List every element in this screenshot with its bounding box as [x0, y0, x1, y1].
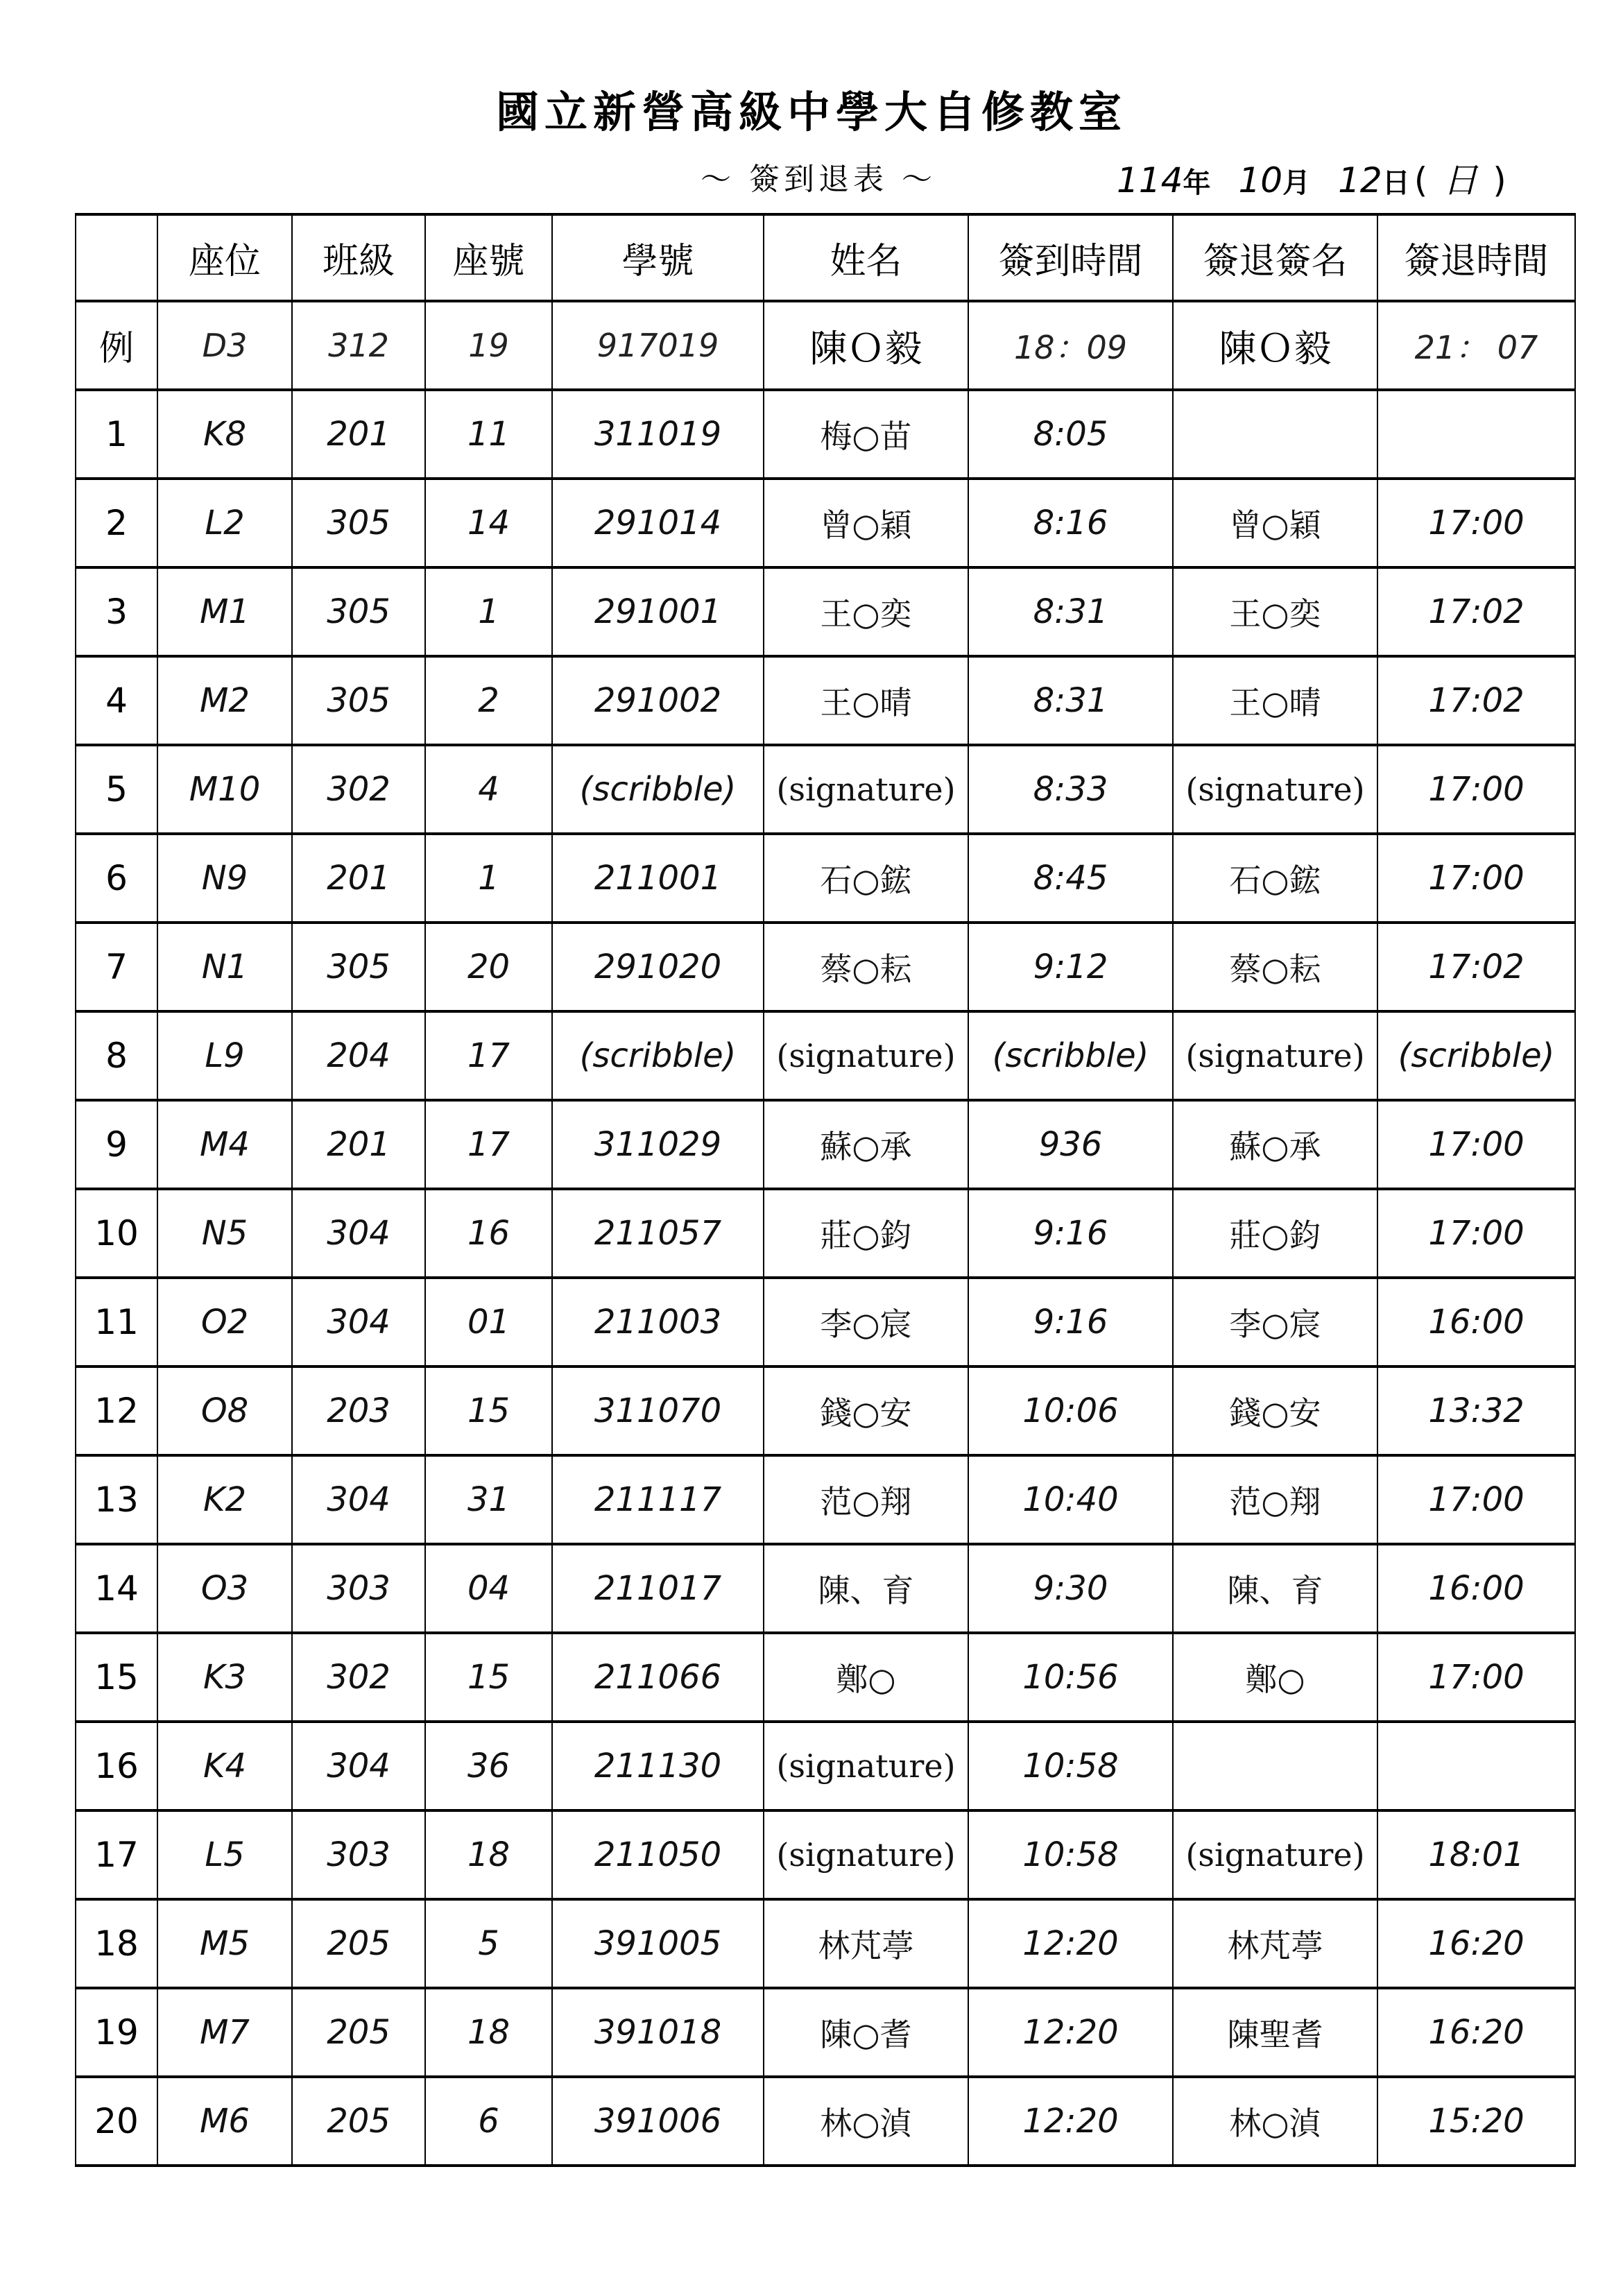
checkout-signature-cell: 錢○安 — [1173, 1367, 1377, 1455]
col-header-name: 姓名 — [764, 214, 968, 301]
checkin-time-cell: 10:40 — [968, 1455, 1173, 1544]
table-row — [76, 2077, 1575, 2166]
row-index: 16 — [76, 1722, 157, 1810]
class-cell: 304 — [292, 1278, 425, 1367]
row-index: 18 — [76, 1899, 157, 1988]
date-line — [1117, 153, 1506, 203]
student-id-cell: 311070 — [552, 1367, 764, 1455]
checkout-signature-cell: 蘇○承 — [1173, 1100, 1377, 1189]
checkout-time-cell: 17:00 — [1377, 834, 1575, 923]
checkout-time-cell: 16:00 — [1377, 1278, 1575, 1367]
class-cell: 304 — [292, 1722, 425, 1810]
checkout-time-cell: 17:00 — [1377, 479, 1575, 567]
date-month: 10 — [1238, 160, 1283, 200]
name-cell: 曾○穎 — [764, 479, 968, 567]
row-index: 1 — [76, 390, 157, 479]
student-id-cell: 211130 — [552, 1722, 764, 1810]
table-row — [76, 1899, 1575, 1988]
checkout-signature-cell — [1173, 1722, 1377, 1810]
table-row — [76, 390, 1575, 479]
checkout-signature-cell: 王○奕 — [1173, 567, 1377, 656]
checkout-time-cell: 16:20 — [1377, 1988, 1575, 2077]
table-row — [76, 1988, 1575, 2077]
seat-number-cell: 17 — [425, 1011, 552, 1100]
table-row — [76, 1455, 1575, 1544]
weekday-close-paren: ) — [1493, 160, 1506, 200]
student-id-cell: 311029 — [552, 1100, 764, 1189]
class-cell: 205 — [292, 1899, 425, 1988]
class-cell: 204 — [292, 1011, 425, 1100]
checkin-time-cell: 8:31 — [968, 656, 1173, 745]
example-seat: D3 — [157, 301, 292, 390]
name-cell: 陳○耆 — [764, 1988, 968, 2077]
seat-number-cell: 18 — [425, 1810, 552, 1899]
table-row — [76, 1100, 1575, 1189]
date-year: 114 — [1117, 160, 1183, 200]
checkin-time-cell: 10:06 — [968, 1367, 1173, 1455]
seat-cell: K8 — [157, 390, 292, 479]
student-id-cell: 211001 — [552, 834, 764, 923]
class-cell: 305 — [292, 923, 425, 1011]
seat-cell: M10 — [157, 745, 292, 834]
checkin-time-cell: 9:30 — [968, 1544, 1173, 1633]
row-index: 14 — [76, 1544, 157, 1633]
checkout-time-cell: (scribble) — [1377, 1011, 1575, 1100]
row-index: 10 — [76, 1189, 157, 1278]
example-number: 19 — [425, 301, 552, 390]
seat-cell: N9 — [157, 834, 292, 923]
checkin-time-cell: 12:20 — [968, 2077, 1173, 2166]
checkin-time-cell: 936 — [968, 1100, 1173, 1189]
student-id-cell: 311019 — [552, 390, 764, 479]
checkout-signature-cell: (signature) — [1173, 1011, 1377, 1100]
class-cell: 303 — [292, 1810, 425, 1899]
checkin-time-cell: (scribble) — [968, 1011, 1173, 1100]
seat-cell: M5 — [157, 1899, 292, 1988]
checkin-time-cell: 9:16 — [968, 1278, 1173, 1367]
seat-cell: M6 — [157, 2077, 292, 2166]
date-day-unit: 日 — [1382, 166, 1410, 199]
checkin-time-cell: 9:12 — [968, 923, 1173, 1011]
col-header-checkin-time: 簽到時間 — [968, 214, 1173, 301]
document-subtitle: ～ 簽到退表 ～ — [701, 162, 936, 197]
checkin-time-cell: 10:58 — [968, 1810, 1173, 1899]
seat-number-cell: 18 — [425, 1988, 552, 2077]
seat-number-cell: 14 — [425, 479, 552, 567]
name-cell: 王○奕 — [764, 567, 968, 656]
checkout-time-cell — [1377, 1722, 1575, 1810]
checkout-time-cell — [1377, 390, 1575, 479]
example-student-id: 917019 — [552, 301, 764, 390]
row-index: 6 — [76, 834, 157, 923]
seat-number-cell: 1 — [425, 567, 552, 656]
name-cell: (signature) — [764, 745, 968, 834]
table-row — [76, 479, 1575, 567]
checkout-time-cell: 17:02 — [1377, 656, 1575, 745]
seat-number-cell: 20 — [425, 923, 552, 1011]
name-cell: 錢○安 — [764, 1367, 968, 1455]
col-header-index — [76, 214, 157, 301]
example-checkout-signature: 陳Ｏ毅 — [1173, 301, 1377, 390]
row-index: 15 — [76, 1633, 157, 1722]
seat-cell: L2 — [157, 479, 292, 567]
table-row — [76, 1367, 1575, 1455]
student-id-cell: 291014 — [552, 479, 764, 567]
name-cell: 莊○鈞 — [764, 1189, 968, 1278]
checkout-time-cell: 17:02 — [1377, 567, 1575, 656]
checkout-time-cell: 17:00 — [1377, 745, 1575, 834]
seat-cell: M4 — [157, 1100, 292, 1189]
table-row — [76, 1722, 1575, 1810]
date-day: 12 — [1338, 160, 1382, 200]
example-name: 陳Ｏ毅 — [764, 301, 968, 390]
seat-number-cell: 01 — [425, 1278, 552, 1367]
name-cell: 蘇○承 — [764, 1100, 968, 1189]
student-id-cell: 291020 — [552, 923, 764, 1011]
col-header-student-id: 學號 — [552, 214, 764, 301]
seat-cell: N5 — [157, 1189, 292, 1278]
row-index: 13 — [76, 1455, 157, 1544]
checkout-time-cell: 13:32 — [1377, 1367, 1575, 1455]
checkout-signature-cell: 莊○鈞 — [1173, 1189, 1377, 1278]
seat-number-cell: 04 — [425, 1544, 552, 1633]
checkin-time-cell: 12:20 — [968, 1899, 1173, 1988]
table-body — [76, 390, 1575, 2166]
table-row — [76, 567, 1575, 656]
checkin-time-cell: 10:58 — [968, 1722, 1173, 1810]
checkout-time-cell: 17:00 — [1377, 1633, 1575, 1722]
seat-number-cell: 6 — [425, 2077, 552, 2166]
table-header-row — [76, 214, 1575, 301]
class-cell: 201 — [292, 390, 425, 479]
seat-cell: K4 — [157, 1722, 292, 1810]
col-header-number: 座號 — [425, 214, 552, 301]
row-index: 20 — [76, 2077, 157, 2166]
name-cell: 陳、育 — [764, 1544, 968, 1633]
class-cell: 203 — [292, 1367, 425, 1455]
name-cell: 林○湞 — [764, 2077, 968, 2166]
seat-number-cell: 15 — [425, 1367, 552, 1455]
checkout-signature-cell: 范○翔 — [1173, 1455, 1377, 1544]
student-id-cell: 391005 — [552, 1899, 764, 1988]
checkin-time-cell: 9:16 — [968, 1189, 1173, 1278]
seat-number-cell: 2 — [425, 656, 552, 745]
row-index: 12 — [76, 1367, 157, 1455]
checkout-time-cell: 16:00 — [1377, 1544, 1575, 1633]
checkin-time-cell: 8:33 — [968, 745, 1173, 834]
seat-cell: M2 — [157, 656, 292, 745]
row-index: 17 — [76, 1810, 157, 1899]
example-checkout-time: 21： 07 — [1377, 301, 1575, 390]
checkout-time-cell: 18:01 — [1377, 1810, 1575, 1899]
student-id-cell: 211050 — [552, 1810, 764, 1899]
seat-number-cell: 31 — [425, 1455, 552, 1544]
checkin-time-cell: 10:56 — [968, 1633, 1173, 1722]
table-row — [76, 656, 1575, 745]
checkout-signature-cell: 陳聖耆 — [1173, 1988, 1377, 2077]
seat-number-cell: 36 — [425, 1722, 552, 1810]
student-id-cell: 211017 — [552, 1544, 764, 1633]
checkout-signature-cell: 李○宸 — [1173, 1278, 1377, 1367]
weekday-open-paren: ( — [1414, 160, 1428, 200]
seat-number-cell: 15 — [425, 1633, 552, 1722]
seat-cell: K2 — [157, 1455, 292, 1544]
class-cell: 201 — [292, 834, 425, 923]
checkout-signature-cell: (signature) — [1173, 745, 1377, 834]
seat-cell: L9 — [157, 1011, 292, 1100]
col-header-checkout-time: 簽退時間 — [1377, 214, 1575, 301]
name-cell: 王○晴 — [764, 656, 968, 745]
row-index: 9 — [76, 1100, 157, 1189]
checkin-time-cell: 8:31 — [968, 567, 1173, 656]
checkout-time-cell: 17:00 — [1377, 1189, 1575, 1278]
seat-cell: O3 — [157, 1544, 292, 1633]
seat-cell: O8 — [157, 1367, 292, 1455]
name-cell: 鄭○ — [764, 1633, 968, 1722]
signin-table — [75, 213, 1576, 2167]
date-weekday: 日 — [1443, 160, 1478, 200]
class-cell: 201 — [292, 1100, 425, 1189]
name-cell: (signature) — [764, 1722, 968, 1810]
checkout-time-cell: 15:20 — [1377, 2077, 1575, 2166]
class-cell: 205 — [292, 2077, 425, 2166]
name-cell: 林芃葶 — [764, 1899, 968, 1988]
class-cell: 305 — [292, 567, 425, 656]
table-row — [76, 923, 1575, 1011]
row-index: 7 — [76, 923, 157, 1011]
col-header-checkout-signature: 簽退簽名 — [1173, 214, 1377, 301]
date-year-unit: 年 — [1183, 166, 1211, 199]
name-cell: 蔡○耘 — [764, 923, 968, 1011]
table-row — [76, 745, 1575, 834]
table-row — [76, 1544, 1575, 1633]
class-cell: 303 — [292, 1544, 425, 1633]
checkout-time-cell: 17:00 — [1377, 1100, 1575, 1189]
seat-number-cell: 16 — [425, 1189, 552, 1278]
checkout-signature-cell: 鄭○ — [1173, 1633, 1377, 1722]
checkout-signature-cell: 林○湞 — [1173, 2077, 1377, 2166]
seat-number-cell: 4 — [425, 745, 552, 834]
seat-number-cell: 17 — [425, 1100, 552, 1189]
example-class: 312 — [292, 301, 425, 390]
class-cell: 304 — [292, 1189, 425, 1278]
checkin-time-cell: 8:45 — [968, 834, 1173, 923]
checkin-time-cell: 8:16 — [968, 479, 1173, 567]
table-row — [76, 834, 1575, 923]
checkout-time-cell: 17:00 — [1377, 1455, 1575, 1544]
table-row — [76, 1633, 1575, 1722]
class-cell: 302 — [292, 745, 425, 834]
date-month-unit: 月 — [1282, 166, 1311, 199]
seat-cell: M7 — [157, 1988, 292, 2077]
seat-cell: O2 — [157, 1278, 292, 1367]
row-index: 2 — [76, 479, 157, 567]
document-title: 國立新營高級中學大自修教室 — [495, 87, 1127, 137]
student-id-cell: 211057 — [552, 1189, 764, 1278]
row-index: 5 — [76, 745, 157, 834]
student-id-cell: 291001 — [552, 567, 764, 656]
checkout-signature-cell: 曾○穎 — [1173, 479, 1377, 567]
name-cell: 梅○苗 — [764, 390, 968, 479]
checkout-signature-cell: (signature) — [1173, 1810, 1377, 1899]
checkout-signature-cell: 蔡○耘 — [1173, 923, 1377, 1011]
student-id-cell: 291002 — [552, 656, 764, 745]
class-cell: 305 — [292, 656, 425, 745]
class-cell: 302 — [292, 1633, 425, 1722]
student-id-cell: (scribble) — [552, 1011, 764, 1100]
student-id-cell: 211003 — [552, 1278, 764, 1367]
checkout-time-cell: 17:02 — [1377, 923, 1575, 1011]
table-row — [76, 1011, 1575, 1100]
table-row — [76, 1278, 1575, 1367]
seat-number-cell: 11 — [425, 390, 552, 479]
checkout-signature-cell: 林芃葶 — [1173, 1899, 1377, 1988]
student-id-cell: (scribble) — [552, 745, 764, 834]
checkout-signature-cell: 王○晴 — [1173, 656, 1377, 745]
checkout-signature-cell: 陳、育 — [1173, 1544, 1377, 1633]
seat-cell: M1 — [157, 567, 292, 656]
name-cell: 范○翔 — [764, 1455, 968, 1544]
class-cell: 304 — [292, 1455, 425, 1544]
checkout-time-cell: 16:20 — [1377, 1899, 1575, 1988]
class-cell: 305 — [292, 479, 425, 567]
seat-cell: K3 — [157, 1633, 292, 1722]
row-index: 4 — [76, 656, 157, 745]
checkout-signature-cell: 石○鋐 — [1173, 834, 1377, 923]
student-id-cell: 391018 — [552, 1988, 764, 2077]
name-cell: 李○宸 — [764, 1278, 968, 1367]
seat-cell: L5 — [157, 1810, 292, 1899]
checkin-time-cell: 12:20 — [968, 1988, 1173, 2077]
name-cell: 石○鋐 — [764, 834, 968, 923]
row-index: 8 — [76, 1011, 157, 1100]
name-cell: (signature) — [764, 1810, 968, 1899]
checkin-time-cell: 8:05 — [968, 390, 1173, 479]
seat-number-cell: 1 — [425, 834, 552, 923]
example-row — [76, 301, 1575, 390]
seat-number-cell: 5 — [425, 1899, 552, 1988]
checkout-signature-cell — [1173, 390, 1377, 479]
row-index: 3 — [76, 567, 157, 656]
table-row — [76, 1810, 1575, 1899]
example-checkin-time: 18：09 — [968, 301, 1173, 390]
seat-cell: N1 — [157, 923, 292, 1011]
example-label: 例 — [76, 301, 157, 390]
class-cell: 205 — [292, 1988, 425, 2077]
student-id-cell: 391006 — [552, 2077, 764, 2166]
student-id-cell: 211066 — [552, 1633, 764, 1722]
table-row — [76, 1189, 1575, 1278]
name-cell: (signature) — [764, 1011, 968, 1100]
row-index: 19 — [76, 1988, 157, 2077]
student-id-cell: 211117 — [552, 1455, 764, 1544]
col-header-class: 班級 — [292, 214, 425, 301]
col-header-seat: 座位 — [157, 214, 292, 301]
row-index: 11 — [76, 1278, 157, 1367]
